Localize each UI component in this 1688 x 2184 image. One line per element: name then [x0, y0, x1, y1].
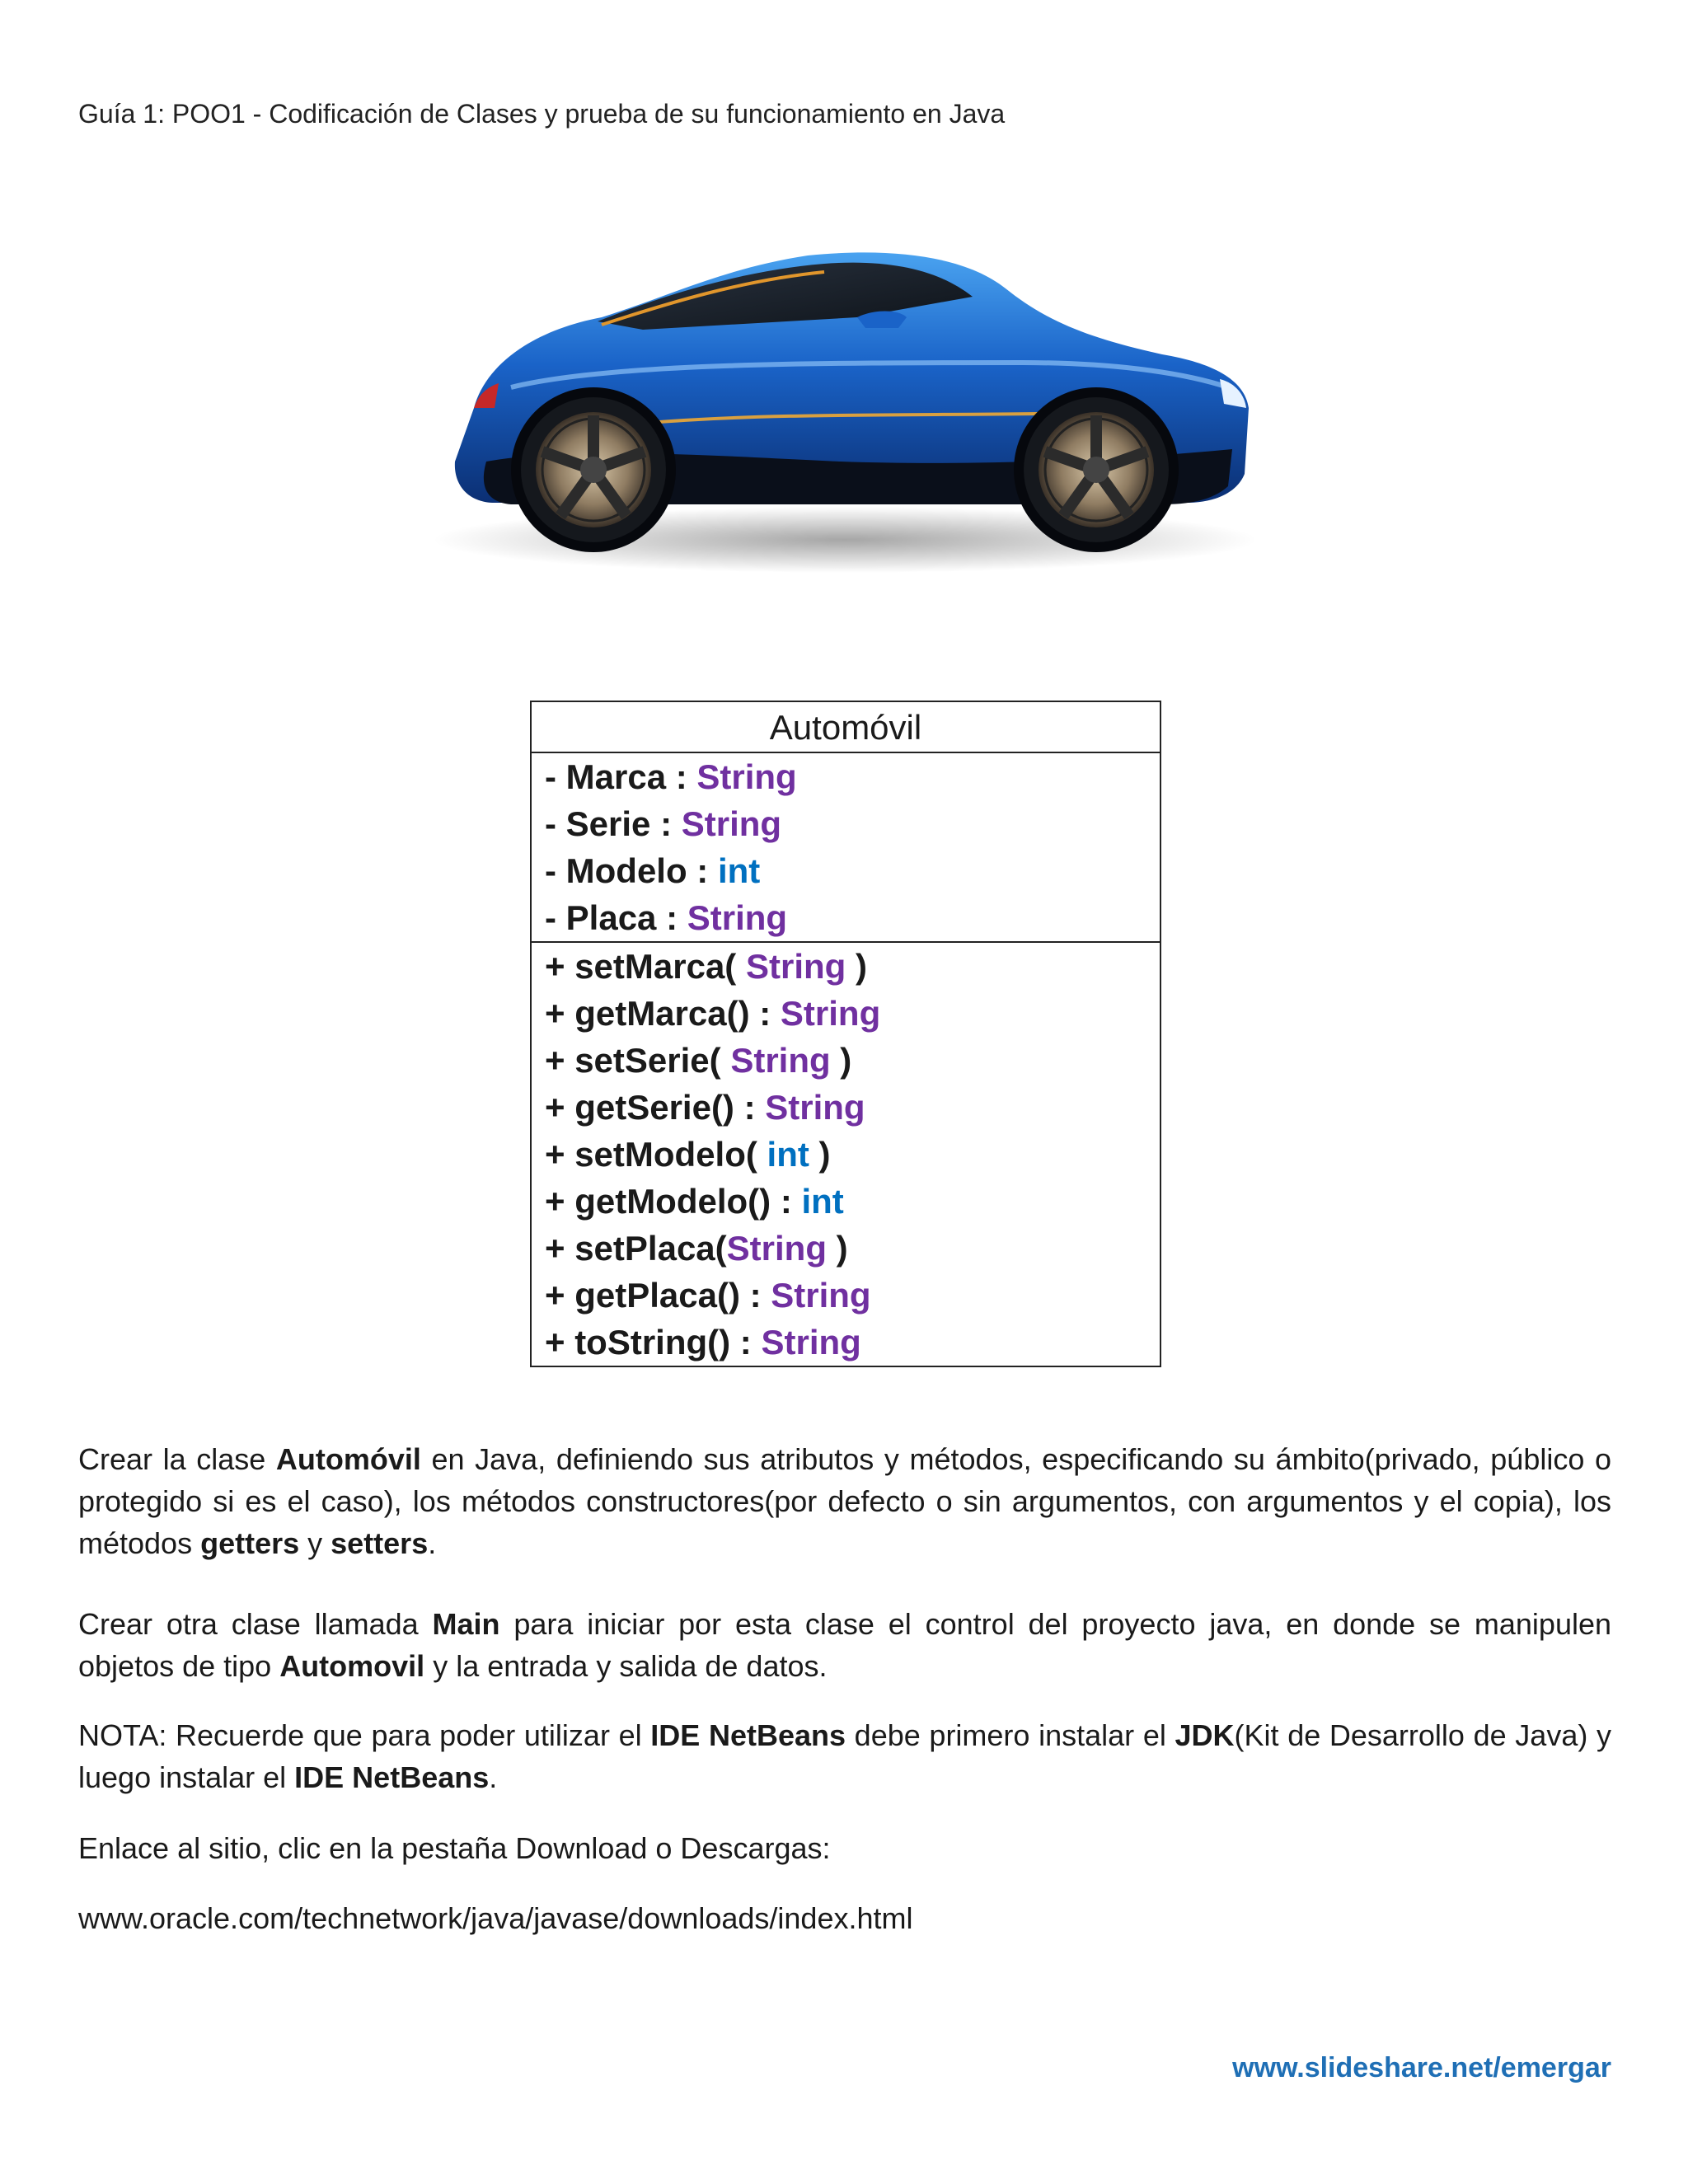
uml-member-name: - Marca :	[545, 757, 697, 796]
uml-member-type: String	[696, 757, 797, 796]
uml-member-name: - Placa :	[545, 898, 687, 937]
paragraph-note: NOTA: Recuerde que para poder utilizar el IDE NetBeans debe primero instalar el JDK(Kit de Desarrollo de Java) y luego instalar el IDE NetBeans.	[78, 1718, 1611, 1794]
uml-member-type: int	[767, 1135, 809, 1174]
uml-member-name: + getMarca() :	[545, 994, 781, 1033]
uml-member-type: String	[681, 804, 782, 843]
uml-member-suffix: )	[830, 1041, 852, 1080]
uml-member-suffix: )	[846, 947, 867, 986]
uml-member-type: int	[801, 1182, 844, 1221]
uml-class-diagram	[530, 701, 1161, 1367]
uml-method-8	[545, 1319, 1160, 1366]
uml-method-5	[545, 1178, 1160, 1225]
uml-member-type: String	[771, 1276, 871, 1315]
uml-member-name: + setMarca(	[545, 947, 746, 986]
uml-member-name: + getPlaca() :	[545, 1276, 771, 1315]
uml-method-4	[545, 1131, 1160, 1178]
uml-method-3	[545, 1084, 1160, 1131]
uml-method-1	[545, 990, 1160, 1037]
uml-member-type: String	[765, 1088, 865, 1127]
uml-member-type: String	[687, 898, 788, 937]
paragraph-link-intro: Enlace al sitio, clic en la pestaña Download o Descargas:	[78, 1831, 831, 1865]
uml-attribute-1	[545, 800, 1160, 847]
uml-member-name: + getModelo() :	[545, 1182, 802, 1221]
uml-member-name: + toString() :	[545, 1323, 762, 1361]
uml-attribute-0	[545, 753, 1160, 800]
uml-method-0	[545, 943, 1160, 990]
footer-slideshare-link[interactable]: www.slideshare.net/emergar	[1232, 2052, 1611, 2083]
uml-member-name: - Modelo :	[545, 851, 718, 890]
uml-member-name: + setSerie(	[545, 1041, 731, 1080]
uml-member-name: - Serie :	[545, 804, 682, 843]
uml-methods	[532, 943, 1160, 1366]
oracle-download-link[interactable]: www.oracle.com/technetwork/java/javase/downloads/index.html	[78, 1901, 913, 1935]
uml-method-7	[545, 1272, 1160, 1319]
uml-member-type: String	[730, 1041, 831, 1080]
uml-attributes	[532, 753, 1160, 943]
uml-member-name: + setModelo(	[545, 1135, 767, 1174]
uml-member-type: String	[761, 1323, 861, 1361]
uml-method-2	[545, 1037, 1160, 1084]
paragraph-create-class: Crear la clase Automóvil en Java, definiendo sus atributos y métodos, especificando su ámbito(privado, público o protegido si es el caso), los métodos constructores(por defecto o sin argumentos, con argumentos y el copia), los métodos getters y setters.	[78, 1442, 1611, 1560]
uml-member-type: String	[780, 994, 881, 1033]
uml-member-type: int	[717, 851, 761, 890]
uml-member-name: + getSerie() :	[545, 1088, 766, 1127]
uml-member-suffix: )	[809, 1135, 831, 1174]
uml-method-6	[545, 1225, 1160, 1272]
uml-attribute-2	[545, 847, 1160, 894]
uml-member-type: String	[745, 947, 846, 986]
uml-attribute-3	[545, 894, 1160, 941]
paragraph-create-main: Crear otra clase llamada Main para iniciar por esta clase el control del proyecto java, en donde se manipulen objetos de tipo Automovil y la entrada y salida de datos.	[78, 1607, 1612, 1683]
uml-class-name: Automóvil	[532, 702, 1160, 753]
uml-member-suffix: )	[826, 1229, 848, 1268]
uml-member-type: String	[726, 1229, 827, 1268]
page-header: Guía 1: POO1 - Codificación de Clases y prueba de su funcionamiento en Java	[78, 99, 1006, 129]
uml-member-name: + setPlaca(	[545, 1229, 727, 1268]
car-image	[396, 239, 1294, 626]
